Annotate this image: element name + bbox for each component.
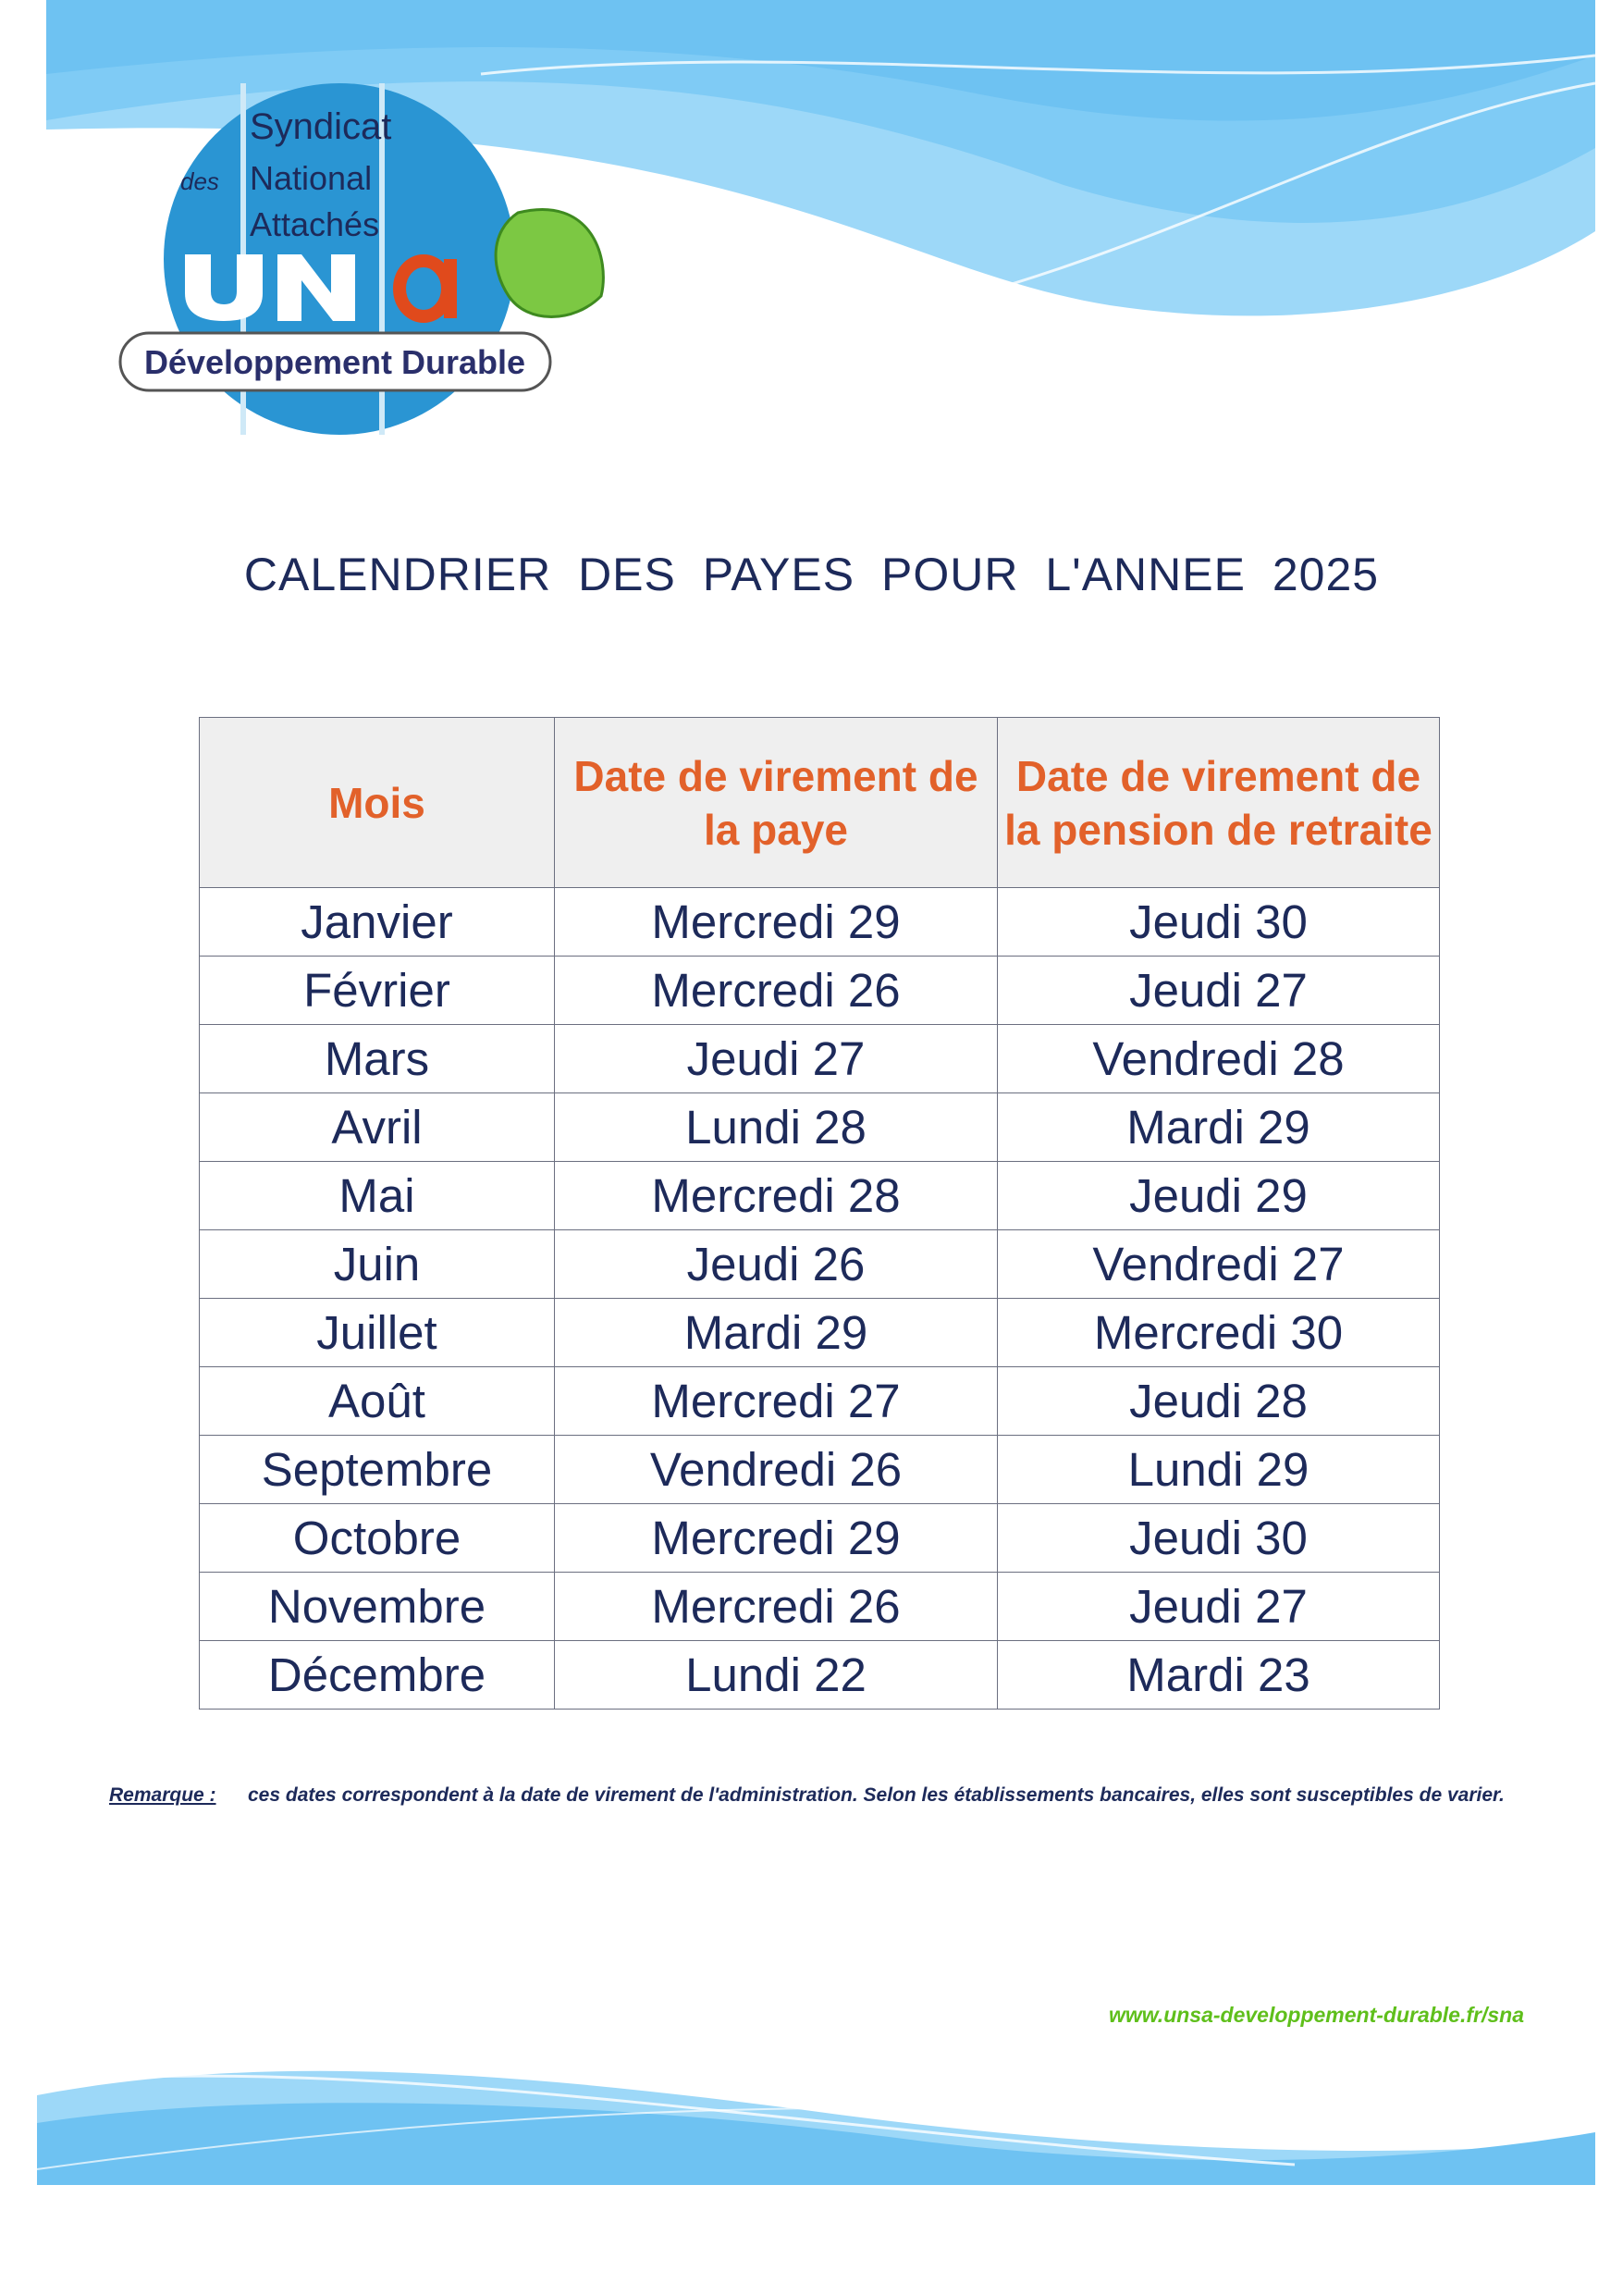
cell-pay-date: Mercredi 26 [555,957,998,1025]
table-row [200,1641,1440,1710]
header-pay-date: Date de virement de la paye [555,718,998,888]
pay-calendar-table [199,717,1440,1710]
cell-pay-date: Mercredi 27 [555,1367,998,1436]
cell-pay-date: Lundi 28 [555,1093,998,1162]
table-row [200,1230,1440,1299]
cell-pay-date: Jeudi 26 [555,1230,998,1299]
table-row [200,1162,1440,1230]
bottom-wave-decoration [0,2058,1623,2192]
cell-pay-date: Mercredi 28 [555,1162,998,1230]
cell-month: Décembre [200,1641,555,1710]
cell-month: Octobre [200,1504,555,1573]
logo-banner-text: Développement Durable [143,343,526,381]
cell-month: Avril [200,1093,555,1162]
table-row [200,1367,1440,1436]
cell-month: Juin [200,1230,555,1299]
table-row [200,1436,1440,1504]
cell-pay-date: Lundi 22 [555,1641,998,1710]
cell-pension-date: Jeudi 30 [998,1504,1440,1573]
cell-pension-date: Jeudi 27 [998,957,1440,1025]
logo-text-attaches: Attachés [250,205,380,243]
cell-pension-date: Mercredi 30 [998,1299,1440,1367]
cell-pay-date: Mercredi 29 [555,888,998,957]
cell-month: Mai [200,1162,555,1230]
cell-pay-date: Mercredi 26 [555,1573,998,1641]
cell-pay-date: Vendredi 26 [555,1436,998,1504]
cell-pension-date: Lundi 29 [998,1436,1440,1504]
cell-month: Août [200,1367,555,1436]
table-row [200,1504,1440,1573]
remark-text: ces dates correspondent à la date de virement de l'administration. Selon les établissements bancaires, elles sont susceptibles de varier. [248,1784,1505,1806]
table-row [200,1299,1440,1367]
cell-pension-date: Mardi 29 [998,1093,1440,1162]
cell-pension-date: Mardi 23 [998,1641,1440,1710]
cell-month: Janvier [200,888,555,957]
website-link[interactable]: www.unsa-developpement-durable.fr/sna [1108,2003,1524,2027]
table-row [200,1573,1440,1641]
logo-text-national: National [250,159,373,197]
table-header-row [200,718,1440,888]
cell-month: Novembre [200,1573,555,1641]
cell-pension-date: Jeudi 29 [998,1162,1440,1230]
remark-label: Remarque : [109,1784,216,1806]
remark [109,1782,1524,1809]
cell-pay-date: Mardi 29 [555,1299,998,1367]
cell-pension-date: Jeudi 28 [998,1367,1440,1436]
cell-month: Février [200,957,555,1025]
cell-pension-date: Jeudi 27 [998,1573,1440,1641]
cell-pension-date: Jeudi 30 [998,888,1440,957]
table-row [200,957,1440,1025]
header-pension-date: Date de virement de la pension de retraite [998,718,1440,888]
table-row [200,1093,1440,1162]
cell-pay-date: Jeudi 27 [555,1025,998,1093]
cell-month: Septembre [200,1436,555,1504]
logo-text-des: des [180,167,219,195]
cell-pay-date: Mercredi 29 [555,1504,998,1573]
logo-text-syndicat: Syndicat [250,106,392,147]
leaf-icon [496,209,603,316]
page-title: CALENDRIER DES PAYES POUR L'ANNEE 2025 [243,549,1380,600]
table-row [200,1025,1440,1093]
cell-pension-date: Vendredi 27 [998,1230,1440,1299]
cell-month: Mars [200,1025,555,1093]
unsa-sna-logo [111,74,629,453]
table-row [200,888,1440,957]
cell-pension-date: Vendredi 28 [998,1025,1440,1093]
header-month: Mois [200,718,555,888]
cell-month: Juillet [200,1299,555,1367]
